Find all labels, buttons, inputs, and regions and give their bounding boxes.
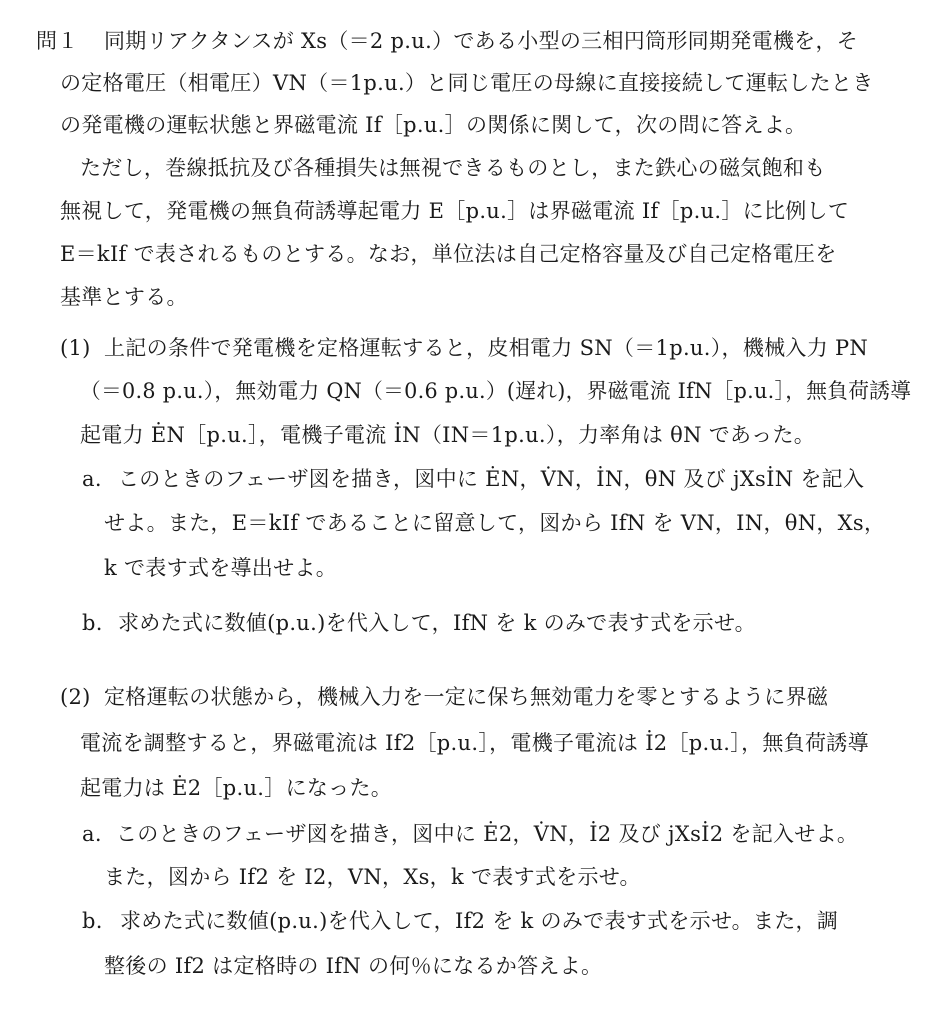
part1-a-label: a. xyxy=(82,467,102,491)
paragraph1-line2: の定格電圧（相電圧）VN（＝1p.u.）と同じ電圧の母線に直接接続して運転したとき xyxy=(60,71,874,95)
part2-label: (2) xyxy=(60,685,91,709)
part1-a-line1: このときのフェーザ図を描き，図中に ĖN，V̇N，İN，θN 及び jXsİN を記入 xyxy=(118,467,865,491)
part1-line3: 起電力 ĖN［p.u.］，電機子電流 İN（IN＝1p.u.），力率角は θN であった。 xyxy=(80,423,816,447)
part2-a-label: a. xyxy=(82,822,102,846)
paragraph2-line2: 無視して，発電機の無負荷誘導起電力 E［p.u.］は界磁電流 If［p.u.］に比例して xyxy=(60,199,850,223)
paragraph2-line1: ただし，巻線抵抗及び各種損失は無視できるものとし，また鉄心の磁気飽和も xyxy=(80,156,826,180)
part2-line1: 定格運転の状態から，機械入力を一定に保ち無効電力を零とするように界磁 xyxy=(104,685,829,709)
paragraph1-line1: 同期リアクタンスが Xs（＝2 p.u.）である小型の三相円筒形同期発電機を，そ xyxy=(104,29,859,53)
part2-line2: 電流を調整すると，界磁電流は If2［p.u.］，電機子電流は İ2［p.u.］，無負荷誘導 xyxy=(80,731,869,755)
paragraph2-line4: 基準とする。 xyxy=(60,285,188,309)
question-label: 問１ xyxy=(36,29,79,53)
paragraph2-line3: E＝kIf で表されるものとする。なお，単位法は自己定格容量及び自己定格電圧を xyxy=(60,242,837,266)
part2-b-line2: 整後の If2 は定格時の IfN の何％になるか答えよ。 xyxy=(104,954,603,978)
part1-a-line3: k で表す式を導出せよ。 xyxy=(104,556,337,580)
part2-b-line1: 求めた式に数値(p.u.)を代入して，If2 を k のみで表す式を示せ。また，調 xyxy=(120,909,839,933)
part1-a-line2: せよ。また，E＝kIf であることに留意して，図から IfN を VN，IN，θN，Xs， xyxy=(104,511,886,535)
part1-line2: （＝0.8 p.u.），無効電力 QN（＝0.6 p.u.）(遅れ)，界磁電流 IfN［p.u.］，無負荷誘導 xyxy=(80,379,912,403)
part2-a-line2: また，図から If2 を I2，VN，Xs，k で表す式を示せ。 xyxy=(104,865,641,889)
part2-line3: 起電力は Ė2［p.u.］になった。 xyxy=(80,776,393,800)
part1-label: (1) xyxy=(60,336,91,360)
part2-b-label: b. xyxy=(82,909,103,933)
part1-line1: 上記の条件で発電機を定格運転すると，皮相電力 SN（＝1p.u.），機械入力 PN xyxy=(104,336,869,360)
part2-a-line1: このときのフェーザ図を描き，図中に Ė2，V̇N，İ2 及び jXsİ2 を記入せよ。 xyxy=(116,822,859,846)
part1-b-label: b. xyxy=(82,611,103,635)
part1-b-line1: 求めた式に数値(p.u.)を代入して，IfN を k のみで表す式を示せ。 xyxy=(118,611,756,635)
paragraph1-line3: の発電機の運転状態と界磁電流 If［p.u.］の関係に関して，次の問に答えよ。 xyxy=(60,113,807,137)
